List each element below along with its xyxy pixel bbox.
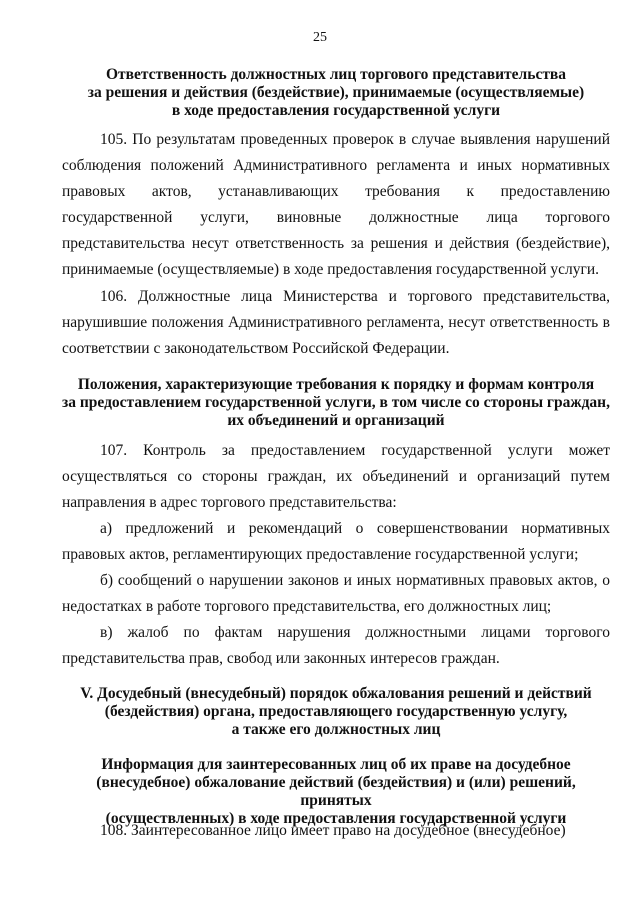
heading-line: их объединений и организаций	[227, 412, 445, 429]
section-heading-control	[60, 376, 612, 430]
heading-line: в ходе предоставления государственной услуги	[171, 102, 501, 119]
heading-line: Положения, характеризующие требования к порядку и формам контроля	[77, 376, 595, 393]
paragraph-106: 106. Должностные лица Министерства и торгового представительства, нарушившие положения Административного регламента, несут ответственность в соответствии с законодательством Российской Федерации.	[62, 288, 610, 357]
paragraph-107-c: в) жалоб по фактам нарушения должностными лицами торгового представительства прав, свобод или законных интересов граждан.	[62, 624, 610, 667]
heading-line: а также его должностных лиц	[231, 721, 441, 738]
heading-line: за предоставлением государственной услуги, в том числе со стороны граждан,	[62, 394, 610, 411]
heading-line: за решения и действия (бездействие), принимаемые (осуществляемые)	[87, 84, 585, 101]
page-number: 25	[313, 30, 327, 45]
paragraph-107-b: б) сообщений о нарушении законов и иных нормативных правовых актов, о недостатках в работе торгового представительства, его должностных лиц;	[62, 572, 610, 615]
heading-line: V. Досудебный (внесудебный) порядок обжалования решений и действий	[80, 685, 592, 702]
heading-line: Ответственность должностных лиц торгового представительства	[105, 66, 567, 83]
paragraph-105: 105. По результатам проведенных проверок в случае выявления нарушений соблюдения положений Административного регламента и иных нормативных правовых актов, устанавливающих требования к предоставлению государственной услуги, виновные должностные лица торгового представительства несут ответственность за решения и действия (бездействие), принимаемые (осуществляемые) в ходе предоставления государственной услуги.	[62, 131, 610, 278]
heading-line: Информация для заинтересованных лиц об их праве на досудебное	[101, 756, 571, 773]
heading-line: (осуществленных) в ходе предоставления государственной услуги	[105, 810, 567, 827]
section-heading-appeal-procedure	[60, 685, 612, 739]
heading-line: (внесудебное) обжалование действий (бездействия) и (или) решений, принятых	[96, 774, 576, 809]
paragraph-107: 107. Контроль за предоставлением государственной услуги может осуществляться со стороны граждан, их объединений и организаций путем направления в адрес торгового представительства:	[62, 442, 610, 511]
paragraph-108: 108. Заинтересованное лицо имеет право на досудебное (внесудебное)	[100, 822, 566, 839]
heading-line: (бездействия) органа, предоставляющего государственную услугу,	[104, 703, 568, 720]
paragraph-107-a: а) предложений и рекомендаций о совершенствовании нормативных правовых актов, регламентирующих предоставление государственной услуги;	[62, 520, 610, 563]
section-heading-responsibility	[60, 66, 612, 120]
